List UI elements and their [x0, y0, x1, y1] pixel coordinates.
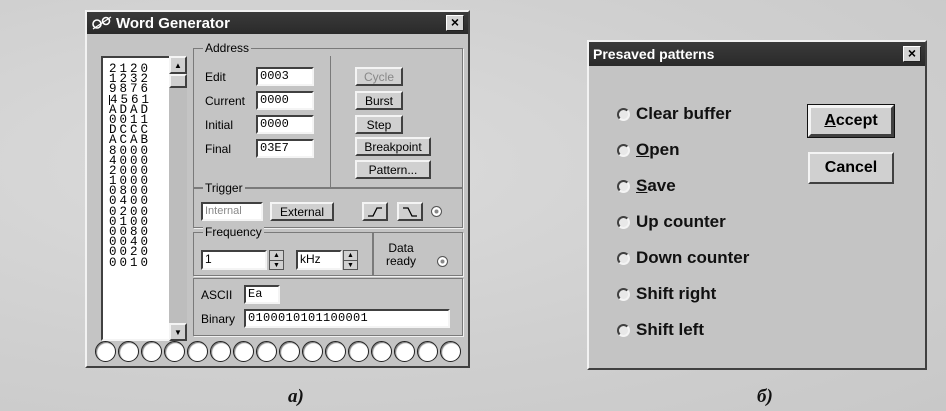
close-button[interactable] — [446, 15, 464, 31]
presaved-titlebar[interactable] — [589, 42, 925, 66]
burst-button[interactable]: Burst — [355, 91, 403, 110]
accept-label-mnemonic: A — [824, 112, 836, 129]
bit-indicator — [417, 341, 438, 362]
pattern-option-label: Up counter — [636, 212, 726, 231]
radio-button[interactable] — [617, 144, 630, 157]
pattern-option[interactable] — [617, 248, 749, 268]
bit-indicator — [302, 341, 323, 362]
falling-edge-icon — [402, 206, 418, 218]
initial-field[interactable]: 0000 — [256, 115, 314, 134]
pattern-option[interactable] — [617, 284, 716, 304]
address-divider — [330, 56, 331, 188]
trigger-indicator — [431, 206, 442, 217]
radio-button[interactable] — [617, 324, 630, 337]
bit-indicator — [141, 341, 162, 362]
edit-label: Edit — [205, 70, 226, 84]
presaved-close-button[interactable] — [903, 46, 921, 62]
unit-spinner[interactable] — [343, 250, 358, 270]
pattern-option[interactable] — [617, 140, 679, 160]
word-list-item[interactable]: 4000 — [109, 153, 152, 168]
word-list-item[interactable]: 0080 — [109, 225, 152, 239]
bit-indicator — [164, 341, 185, 362]
binary-field[interactable]: 0100010101100001 — [244, 309, 450, 328]
word-list-item[interactable]: 4561 — [109, 95, 169, 105]
pattern-option[interactable] — [617, 176, 676, 196]
word-list-item[interactable]: DCCC — [109, 123, 152, 138]
bit-indicator — [95, 341, 116, 362]
word-list-item[interactable]: 1000 — [109, 174, 152, 189]
radio-button[interactable] — [617, 180, 630, 193]
pattern-option-label: Clear buffer — [636, 104, 732, 123]
pattern-option[interactable] — [617, 212, 726, 232]
pattern-option-label: Shift right — [636, 284, 717, 303]
presaved-title: Presaved patterns — [593, 46, 715, 62]
accept-button[interactable] — [808, 105, 894, 137]
bit-indicator — [325, 341, 346, 362]
bit-indicator — [279, 341, 300, 362]
cancel-button[interactable]: Cancel — [808, 152, 894, 184]
accept-label: ccept — [835, 112, 878, 129]
data-ready-indicator — [437, 256, 448, 267]
cycle-button[interactable]: Cycle — [355, 67, 403, 86]
radio-button[interactable] — [617, 108, 630, 121]
step-button[interactable]: Step — [355, 115, 403, 134]
ascii-label: ASCII — [201, 288, 233, 302]
current-field[interactable]: 0000 — [256, 91, 314, 110]
pattern-option-label: Shift left — [636, 320, 704, 339]
bit-indicator-row — [95, 341, 465, 363]
external-trigger-button[interactable]: External — [270, 202, 334, 221]
bit-indicator — [256, 341, 277, 362]
address-group-title: Address — [205, 41, 250, 55]
binary-label: Binary — [201, 312, 236, 326]
falling-edge-button[interactable] — [397, 202, 423, 221]
radio-button[interactable] — [617, 288, 630, 301]
pattern-option[interactable] — [617, 104, 731, 124]
word-list-item[interactable]: 0400 — [109, 194, 152, 209]
presaved-patterns-dialog — [587, 40, 927, 370]
frequency-spinner[interactable] — [269, 250, 284, 270]
pattern-option[interactable] — [617, 320, 704, 340]
word-list-item[interactable]: 2120 — [109, 62, 152, 76]
bit-indicator — [210, 341, 231, 362]
data-ready-label: Data ready — [386, 241, 417, 268]
word-list[interactable] — [101, 56, 171, 341]
word-generator-title: Word Generator — [116, 14, 230, 32]
bit-indicator — [233, 341, 254, 362]
word-list-item[interactable]: 9876 — [109, 82, 152, 97]
radio-button[interactable] — [617, 216, 630, 229]
word-list-item[interactable]: 0200 — [109, 204, 152, 219]
breakpoint-button[interactable]: Breakpoint — [355, 137, 431, 156]
spin-down-icon: ▼ — [347, 262, 354, 269]
word-list-item[interactable]: 2000 — [109, 163, 152, 178]
word-list-item[interactable]: ADAD — [109, 102, 152, 117]
edit-field[interactable]: 0003 — [256, 67, 314, 86]
word-list-item[interactable]: 1232 — [109, 72, 152, 87]
triangle-down-icon: ▼ — [174, 327, 182, 337]
triangle-up-icon: ▲ — [174, 60, 182, 70]
figure-caption-a: а) — [288, 386, 304, 407]
word-list-item[interactable]: 0800 — [109, 184, 152, 199]
frequency-unit-field[interactable]: kHz — [296, 250, 342, 270]
final-label: Final — [205, 142, 232, 156]
internal-trigger-button[interactable]: Internal — [201, 202, 263, 221]
word-list-item[interactable]: 0100 — [109, 214, 152, 229]
scroll-thumb[interactable] — [169, 74, 187, 88]
frequency-group-title: Frequency — [205, 225, 262, 239]
word-list-item[interactable]: 0040 — [109, 235, 152, 250]
current-label: Current — [205, 94, 246, 108]
close-icon: × — [450, 14, 460, 30]
pattern-option-label: Down counter — [636, 248, 750, 267]
bit-indicator — [118, 341, 139, 362]
spin-up-icon: ▲ — [344, 251, 357, 261]
word-list-item[interactable]: 0010 — [109, 255, 152, 270]
rising-edge-button[interactable] — [362, 202, 388, 221]
frequency-field[interactable]: 1 — [201, 250, 267, 270]
final-field[interactable]: 03E7 — [256, 139, 314, 158]
word-list-scrollbar[interactable] — [169, 56, 187, 341]
figure-caption-b: б) — [757, 386, 773, 407]
rising-edge-icon — [367, 206, 383, 218]
word-list-item[interactable]: 0011 — [109, 112, 152, 127]
radio-button[interactable] — [617, 252, 630, 265]
scroll-down-button[interactable] — [169, 323, 187, 341]
word-list-item[interactable]: 0020 — [109, 245, 152, 260]
pattern-button[interactable]: Pattern... — [355, 160, 431, 179]
bit-indicator — [348, 341, 369, 362]
spin-down-icon: ▼ — [273, 262, 280, 269]
close-icon: × — [907, 45, 917, 61]
scroll-up-button[interactable] — [169, 56, 187, 74]
initial-label: Initial — [205, 118, 234, 132]
bit-indicator — [371, 341, 392, 362]
bit-indicator — [187, 341, 208, 362]
pattern-option-label: Save — [636, 176, 676, 195]
spin-up-icon: ▲ — [270, 251, 283, 261]
pattern-option-label: Open — [636, 140, 680, 159]
word-generator-window — [85, 10, 470, 368]
trigger-group-title: Trigger — [205, 181, 243, 195]
word-list-item[interactable]: ACAB — [109, 133, 152, 148]
bit-indicator — [394, 341, 415, 362]
word-list-item[interactable]: 8000 — [109, 143, 152, 158]
word-generator-app-icon — [91, 15, 113, 31]
word-generator-titlebar[interactable] — [87, 12, 468, 34]
bit-indicator — [440, 341, 461, 362]
word-list-rows — [103, 58, 169, 268]
ascii-field[interactable]: Ea — [244, 285, 280, 304]
